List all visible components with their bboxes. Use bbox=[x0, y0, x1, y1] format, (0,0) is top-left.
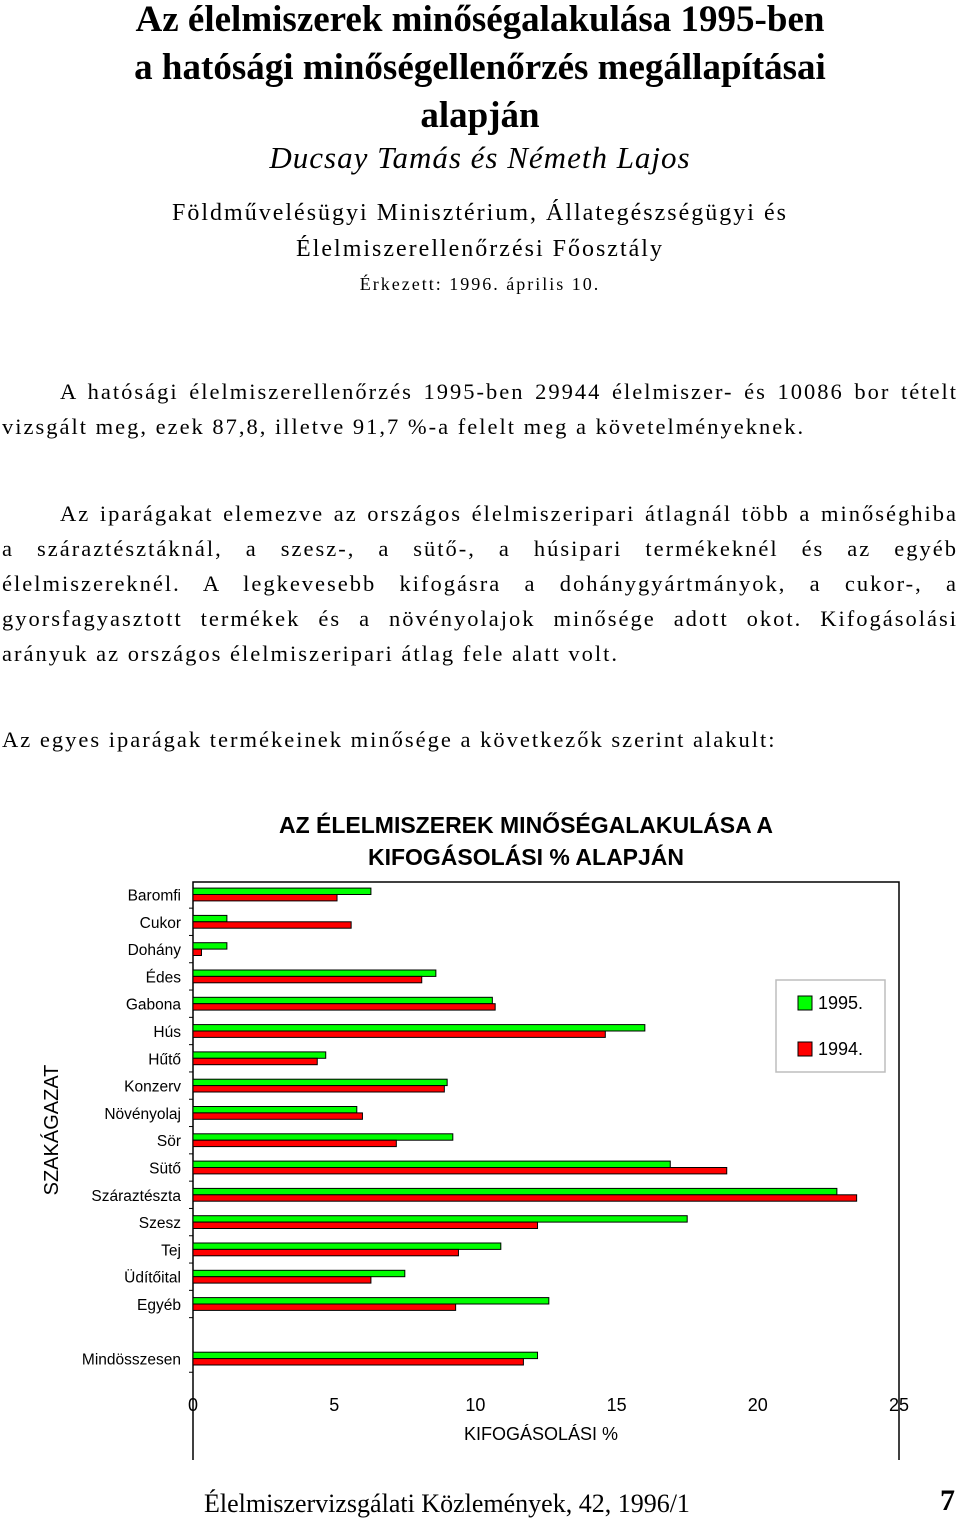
bar-1995-hus bbox=[193, 1025, 645, 1031]
bar-1994-konzerv bbox=[193, 1086, 444, 1092]
paragraph-2: Az iparágakat elemezve az országos élelmiszeripari átlagnál több a minőséghiba a száraztésztáknál, a szesz-, a sütő-, a húsipari termékeknél és az egyéb élelmiszereknél. A legkevesebb kifogásra a dohánygyártmányok, a cukor-, a gyorsfagyasztott termékek és a növényolajok minősége adott okot. Kifogásolási arányuk az országos élelmiszeripari átlag fele alatt volt. bbox=[2, 501, 958, 666]
paragraph-1: A hatósági élelmiszerellenőrzés 1995-ben 29944 élelmiszer- és 10086 bor tételt vizsgált meg, ezek 87,8, illetve 91,7 %-a felelt meg a követelményeknek. bbox=[2, 379, 958, 439]
affiliation-line-2: Élelmiszerellenőrzési Főosztály bbox=[296, 236, 664, 262]
category-label-dohany: Dohány bbox=[127, 942, 181, 960]
category-label-mindosszesen: Mindösszesen bbox=[81, 1351, 181, 1369]
bar-1994-hus bbox=[193, 1031, 605, 1037]
quality-bar-chart bbox=[0, 800, 960, 1460]
category-label-konzerv: Konzerv bbox=[124, 1078, 181, 1096]
category-label-edes: Édes bbox=[145, 969, 181, 987]
bar-1994-mindosszesen bbox=[193, 1359, 523, 1365]
chart-title-line-1: AZ ÉLELMISZEREK MINŐSÉGALAKULÁSA A bbox=[278, 812, 774, 838]
category-label-baromfi: Baromfi bbox=[127, 887, 181, 905]
legend-label-1995: 1995. bbox=[818, 993, 864, 1013]
bar-1995-mindosszesen bbox=[193, 1352, 538, 1358]
bar-1994-dohany bbox=[193, 949, 201, 955]
bar-1994-huto bbox=[193, 1058, 317, 1064]
bar-1994-baromfi bbox=[193, 895, 337, 901]
bar-1994-sor bbox=[193, 1140, 396, 1146]
category-label-szarazteszta: Száraztészta bbox=[91, 1187, 181, 1205]
bar-1994-szarazteszta bbox=[193, 1195, 857, 1201]
chart-lead-in: Az egyes iparágak termékeinek minősége a következők szerint alakult: bbox=[2, 727, 777, 752]
category-label-hus: Hús bbox=[153, 1024, 181, 1041]
chart-legend bbox=[776, 980, 885, 1072]
legend-label-1994: 1994. bbox=[818, 1039, 864, 1059]
category-label-cukor: Cukor bbox=[139, 914, 181, 932]
bar-1994-gabona bbox=[193, 1004, 495, 1010]
page-number: 7 bbox=[940, 1484, 955, 1517]
category-label-huto: Hűtő bbox=[148, 1051, 181, 1069]
chart-title bbox=[279, 811, 773, 870]
bar-1994-egyeb bbox=[193, 1304, 456, 1310]
bar-1995-edes bbox=[193, 970, 436, 976]
x-axis-label: KIFOGÁSOLÁSI % bbox=[463, 1424, 619, 1444]
category-label-sor: Sör bbox=[156, 1133, 181, 1151]
bar-1995-suto bbox=[193, 1161, 670, 1167]
bar-1995-sor bbox=[193, 1134, 453, 1140]
article-title-line-2: a hatósági minőségellenőrzés megállapításai bbox=[134, 47, 826, 88]
category-label-tej: Tej bbox=[161, 1242, 181, 1260]
bar-1995-dohany bbox=[193, 943, 227, 949]
bar-1994-suto bbox=[193, 1168, 727, 1174]
bar-1995-huto bbox=[193, 1052, 326, 1058]
bar-1994-uditoital bbox=[193, 1277, 371, 1283]
bar-1995-tej bbox=[193, 1243, 501, 1249]
category-label-egyeb: Egyéb bbox=[137, 1297, 181, 1314]
legend-swatch-1994 bbox=[798, 1042, 812, 1056]
bar-1995-uditoital bbox=[193, 1270, 405, 1276]
category-label-suto: Sütő bbox=[149, 1160, 181, 1178]
chart-title-line-2: KIFOGÁSOLÁSI % ALAPJÁN bbox=[367, 844, 685, 870]
bar-1995-szesz bbox=[193, 1216, 687, 1222]
x-tick-label-0: 0 bbox=[187, 1395, 199, 1415]
bar-1995-gabona bbox=[193, 997, 492, 1003]
article-title-line-3: alapján bbox=[420, 95, 540, 136]
x-tick-label-10: 10 bbox=[465, 1395, 486, 1415]
article-title-line-1: Az élelmiszerek minőségalakulása 1995-ben bbox=[135, 0, 825, 40]
bar-1994-tej bbox=[193, 1249, 458, 1255]
journal-citation: Élelmiszervizsgálati Közlemények, 42, 1996/1 bbox=[204, 1489, 690, 1518]
x-tick-label-25: 25 bbox=[888, 1395, 910, 1415]
bar-1995-konzerv bbox=[193, 1079, 447, 1085]
bar-1995-egyeb bbox=[193, 1298, 549, 1304]
bar-1995-novenyolaj bbox=[193, 1107, 357, 1113]
category-label-gabona: Gabona bbox=[125, 996, 181, 1014]
legend-swatch-1995 bbox=[798, 996, 812, 1010]
category-label-uditoital: Üdítőital bbox=[124, 1269, 181, 1287]
category-label-novenyolaj: Növényolaj bbox=[104, 1105, 181, 1123]
x-tick-label-20: 20 bbox=[747, 1395, 768, 1415]
x-tick-label-5: 5 bbox=[329, 1395, 340, 1415]
bar-1995-baromfi bbox=[193, 888, 371, 894]
bar-1994-novenyolaj bbox=[193, 1113, 362, 1119]
received-date: Érkezett: 1996. április 10. bbox=[359, 274, 601, 294]
bar-1994-edes bbox=[193, 976, 422, 982]
x-tick-label-15: 15 bbox=[606, 1395, 627, 1415]
category-label-szesz: Szesz bbox=[138, 1215, 181, 1233]
bar-1994-cukor bbox=[193, 922, 351, 928]
bar-1995-szarazteszta bbox=[193, 1188, 837, 1194]
bar-1995-cukor bbox=[193, 915, 227, 921]
y-axis-label: SZAKÁGAZAT bbox=[41, 1064, 63, 1196]
article-authors: Ducsay Tamás és Németh Lajos bbox=[269, 140, 691, 175]
affiliation-line-1: Földművelésügyi Minisztérium, Állategészségügyi és bbox=[172, 200, 788, 226]
bar-1994-szesz bbox=[193, 1222, 538, 1228]
